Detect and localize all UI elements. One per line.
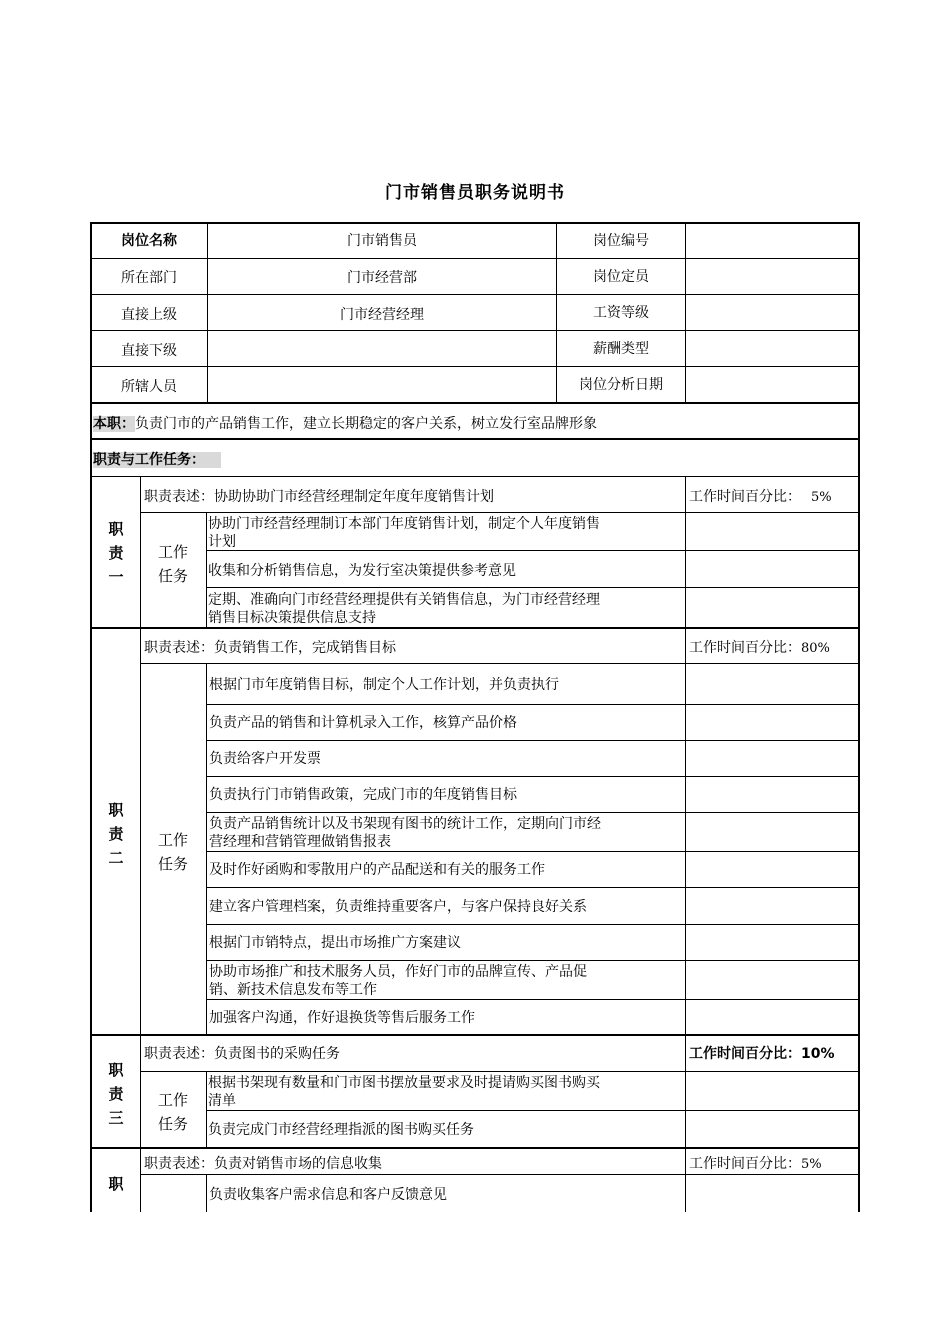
superior-value: 门市经营经理 <box>340 307 424 323</box>
duty-3-task-label: 工作 任务 <box>157 1091 188 1133</box>
duty-2-label: 职 责 二 <box>108 801 124 867</box>
duties-header <box>93 452 221 468</box>
duty-summary <box>93 416 597 432</box>
duty-2-task-7: 建立客户管理档案，负责维持重要客户，与客户保持良好关系 <box>209 899 587 915</box>
analysis-date-label: 岗位分析日期 <box>579 377 663 393</box>
duty-3-label: 职 责 三 <box>108 1061 124 1127</box>
duty-1-task-3: 定期、准确向门市经营经理提供有关销售信息，为门市经营经理 销售目标决策提供信息支持 <box>208 592 600 626</box>
duty-2-task-4: 负责执行门市销售政策，完成门市的年度销售目标 <box>209 787 517 803</box>
duty-2-time: 工作时间百分比：80% <box>689 640 830 656</box>
duty-2-task-6: 及时作好函购和零散用户的产品配送和有关的服务工作 <box>209 862 545 878</box>
staff-label: 所辖人员 <box>121 379 177 395</box>
duties-header-label: 职责与工作任务： <box>93 452 221 468</box>
duty-3-time: 工作时间百分比：10% <box>689 1046 835 1062</box>
duty-summary-text: 负责门市的产品销售工作，建立长期稳定的客户关系，树立发行室品牌形象 <box>135 416 597 432</box>
department-label: 所在部门 <box>121 270 177 286</box>
duty-4-time: 工作时间百分比：5% <box>689 1156 822 1172</box>
subordinate-label: 直接下级 <box>121 343 177 359</box>
department-value: 门市经营部 <box>347 270 417 286</box>
duty-2-task-label: 工作 任务 <box>157 831 188 873</box>
headcount-label: 岗位定员 <box>593 269 649 285</box>
duty-2-task-8: 根据门市销特点，提出市场推广方案建议 <box>209 935 461 951</box>
superior-label: 直接上级 <box>121 307 177 323</box>
duty-2-task-10: 加强客户沟通，作好退换货等售后服务工作 <box>209 1010 475 1026</box>
duty-3-task-1: 根据书架现有数量和门市图书摆放量要求及时提请购买图书购买 清单 <box>208 1075 600 1109</box>
duty-summary-label: 本职： <box>93 416 135 432</box>
duty-1-task-1: 协助门市经营经理制订本部门年度销售计划，制定个人年度销售 计划 <box>208 516 600 550</box>
duty-1-task-label: 工作 任务 <box>157 543 188 585</box>
duty-4-statement: 职责表述：负责对销售市场的信息收集 <box>144 1156 382 1172</box>
position-name-label: 岗位名称 <box>121 233 177 249</box>
duty-4-task-1: 负责收集客户需求信息和客户反馈意见 <box>209 1187 447 1203</box>
salary-grade-label: 工资等级 <box>593 305 649 321</box>
duty-3-task-2: 负责完成门市经营经理指派的图书购买任务 <box>208 1122 474 1138</box>
position-name-value: 门市销售员 <box>347 233 417 249</box>
duty-4-label: 职 <box>108 1175 124 1193</box>
duty-1-task-2: 收集和分析销售信息，为发行室决策提供参考意见 <box>208 563 516 579</box>
duty-1-time: 工作时间百分比： 5% <box>689 489 832 505</box>
duty-2-task-2: 负责产品的销售和计算机录入工作，核算产品价格 <box>209 715 517 731</box>
duty-1-statement: 职责表述：协助协助门市经营经理制定年度年度销售计划 <box>144 489 494 505</box>
duty-3-statement: 职责表述：负责图书的采购任务 <box>144 1046 340 1062</box>
duty-2-task-9: 协助市场推广和技术服务人员，作好门市的品牌宣传、产品促 销、新技术信息发布等工作 <box>209 964 587 998</box>
position-code-label: 岗位编号 <box>593 233 649 249</box>
pay-type-label: 薪酬类型 <box>593 341 649 357</box>
page-title: 门市销售员职务说明书 <box>385 183 565 203</box>
duty-1-label: 职 责 一 <box>108 520 124 586</box>
duty-2-statement: 职责表述：负责销售工作，完成销售目标 <box>144 640 396 656</box>
duty-2-task-5: 负责产品销售统计以及书架现有图书的统计工作，定期向门市经 营经理和营销管理做销售报表 <box>209 816 601 850</box>
duty-2-task-3: 负责给客户开发票 <box>209 751 321 767</box>
duty-2-task-1: 根据门市年度销售目标，制定个人工作计划，并负责执行 <box>209 677 559 693</box>
